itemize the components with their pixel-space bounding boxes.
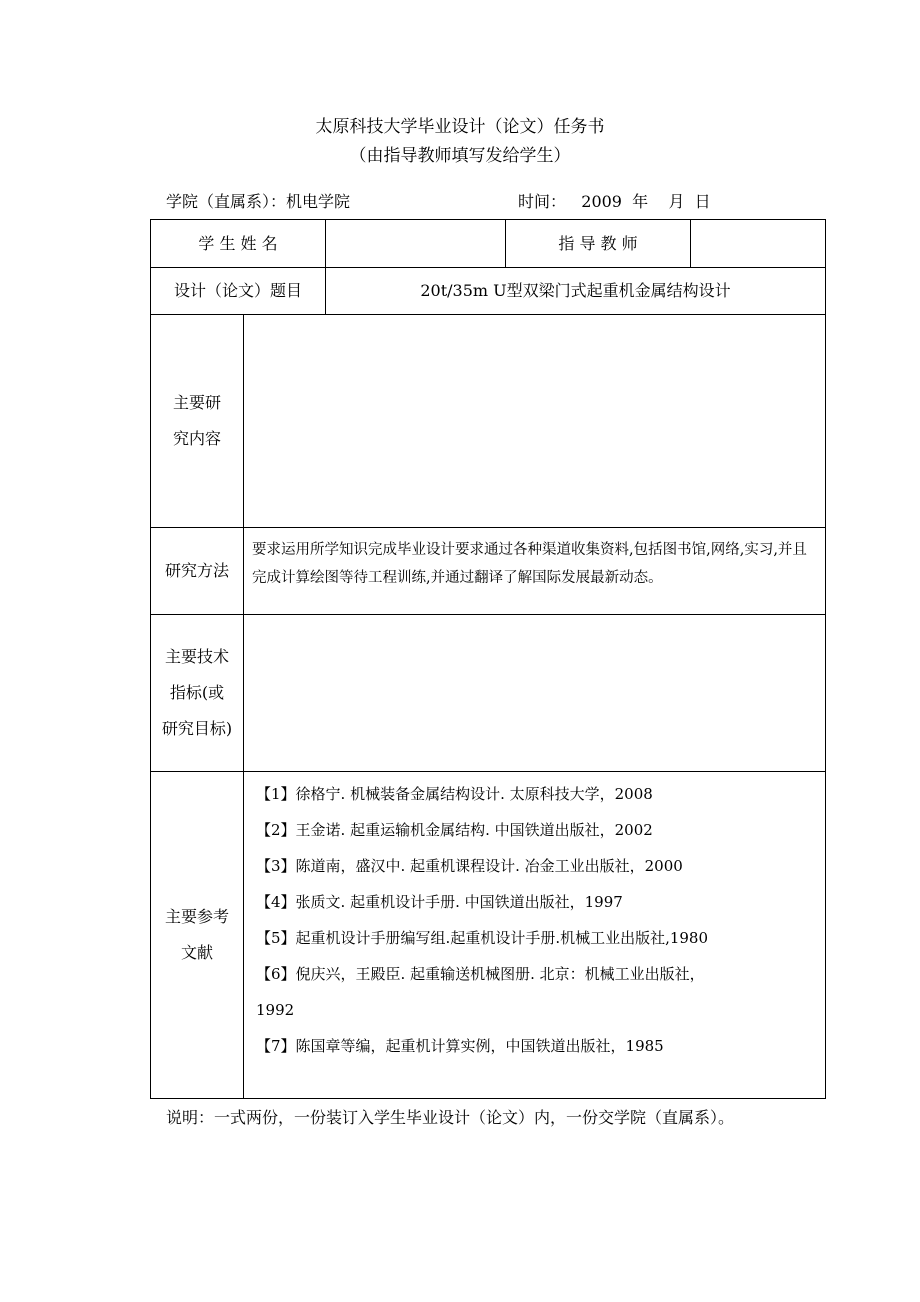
tech-indicators-label [151,615,243,771]
reference-item: 【6】倪庆兴，王殿臣. 起重输送机械图册. 北京：机械工业出版社， [256,965,705,983]
research-content-value[interactable] [244,315,825,527]
research-method-label: 研究方法 [164,561,229,580]
reference-item: 【1】徐格宁. 机械装备金属结构设计. 太原科技大学，2008 [256,785,653,803]
document-subtitle: （由指导教师填写发给学生） [349,146,571,166]
advisor-label: 指 导 教 师 [558,233,638,253]
references-list [256,776,826,1064]
tech-indicators-label-line: 指标(或 [169,683,225,702]
footer-note: 说明：一式两份，一份装订入学生毕业设计（论文）内，一份交学院（直属系）。 [166,1108,735,1127]
date-field: 时间： 2009 年 月 日 [518,192,711,211]
reference-item-continued: 1992 [256,1001,295,1019]
references-label-line: 主要参考 [164,907,229,926]
reference-item: 【4】张质文. 起重机设计手册. 中国铁道出版社，1997 [256,893,623,911]
research-content-label-line: 主要研 [172,393,221,412]
references-label [151,772,243,1098]
tech-indicators-value[interactable] [244,615,825,771]
student-name-label: 学 生 姓 名 [198,233,278,253]
document-title: 太原科技大学毕业设计（论文）任务书 [315,117,605,137]
reference-item: 【2】王金诺. 起重运输机金属结构. 中国铁道出版社，2002 [256,821,653,839]
tech-indicators-label-line: 主要技术 [164,647,229,666]
college-field: 学院（直属系）：机电学院 [166,192,351,211]
topic-value: 20t/35m U型双梁门式起重机金属结构设计 [420,281,731,300]
research-content-label-line: 究内容 [172,429,221,448]
research-method-value: 要求运用所学知识完成毕业设计要求通过各种渠道收集资料,包括图书馆,网络,实习,并且完成计算绘图等待工程训练,并通过翻译了解国际发展最新动态。 [252,542,807,586]
research-content-label [151,315,243,527]
advisor-value[interactable] [691,220,825,267]
tech-indicators-label-line: 研究目标) [161,719,233,738]
reference-item: 【7】陈国章等编，起重机计算实例，中国铁道出版社，1985 [256,1037,664,1055]
table-divider [150,771,826,772]
table-divider [150,527,826,528]
reference-item: 【5】起重机设计手册编写组.起重机设计手册.机械工业出版社,1980 [256,929,709,947]
topic-label: 设计（论文）题目 [173,281,302,300]
reference-item: 【3】陈道南，盛汉中. 起重机课程设计. 冶金工业出版社，2000 [256,857,683,875]
table-border-bottom [150,1098,826,1099]
student-name-value[interactable] [326,220,505,267]
references-label-line: 文献 [180,943,213,962]
